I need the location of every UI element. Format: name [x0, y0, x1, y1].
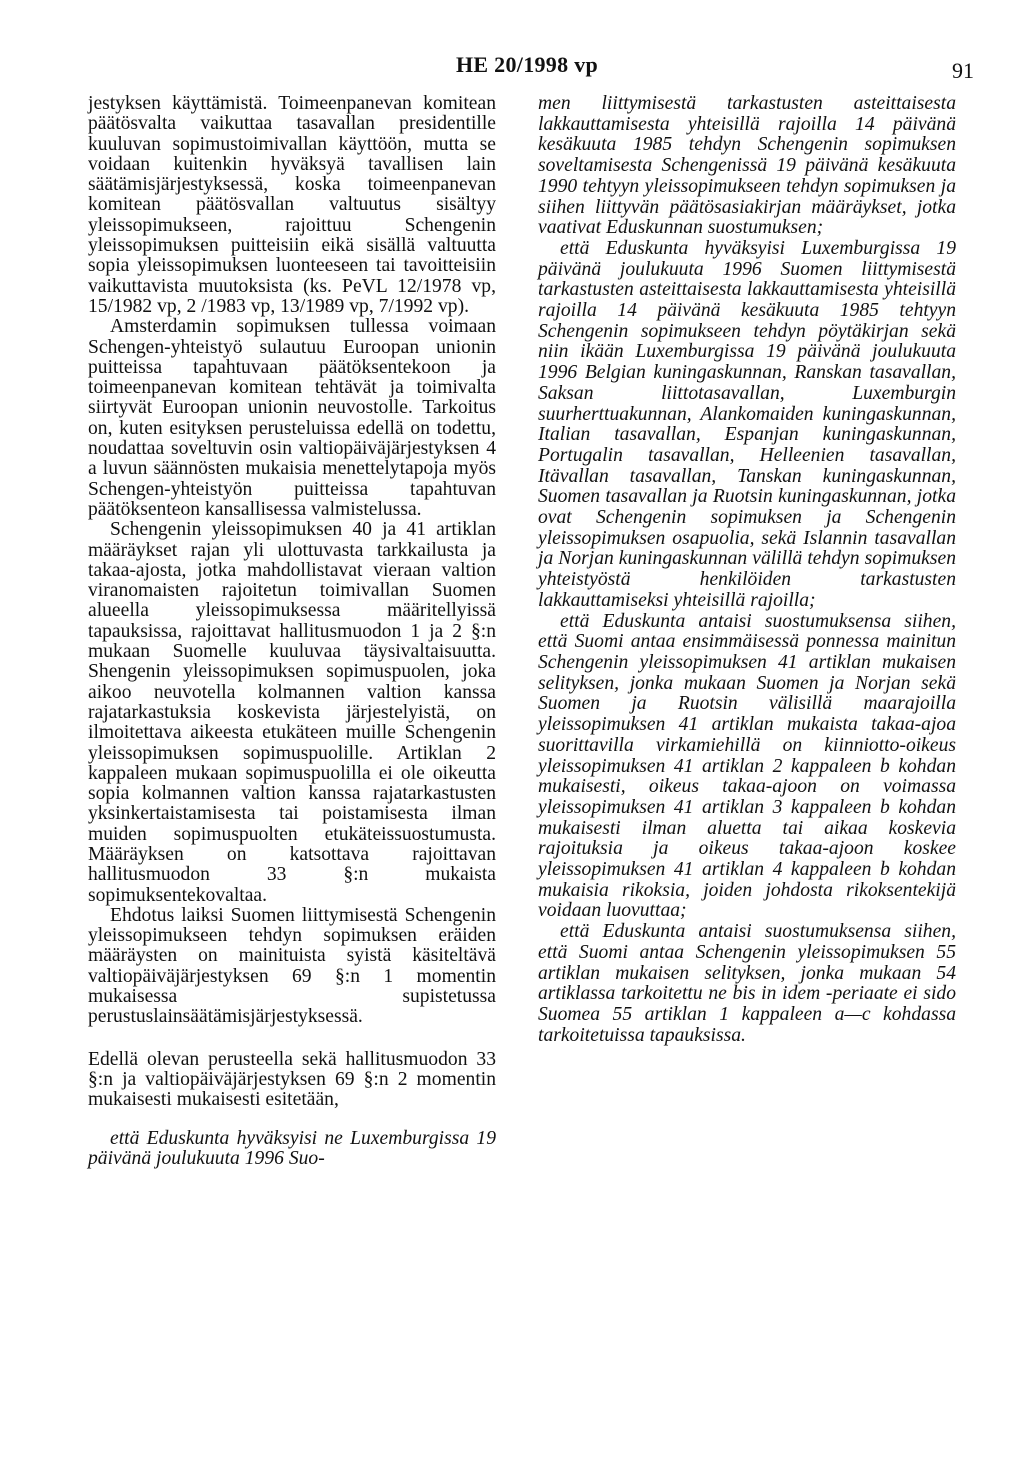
- paragraph: Schengenin yleissopimuksen 40 ja 41 artiklan määräykset rajan yli ulottuvasta tarkkailusta ja takaa-ajosta, jotka mahdollistavat vieraan valtion viranomaisten rajoitetun toimivallan Suomen alueella yleissopimuksessa määritellyissä tapauksissa, rajoittavat hallitusmuodon 1 ja 2 §:n mukaan Suomelle kuuluvaa täysivaltaisuutta. Shengenin yleissopimuksen sopimuspuolen, joka aikoo neuvotella kolmannen valtion kanssa rajatarkastuksia koskevista järjestelyistä, on ilmoitettava aikeesta etukäteen muille Schengenin yleissopimuksen sopimuspuolille. Artiklan 2 kappaleen mukaan sopimuspuolilla ei ole oikeutta sopia kolmannen valtion kanssa rajatarkastusten yksinkertaistamisesta tai poistamisesta ilman muiden sopimuspuolten etukäteissuostumusta. Määräyksen on katsottava rajoittavan hallitusmuodon 33 §:n mukaista sopimuksentekovaltaa.: [88, 519, 496, 906]
- paragraph: Amsterdamin sopimuksen tullessa voimaan Schengen-yhteistyö sulautuu Euroopan unionin puitteissa tapahtuvaan päätöksentekoon ja toimeenpanevan komitean tehtävät ja toimivalta siirtyvät Euroopan unionin neuvostolle. Tarkoitus on, kuten esityksen perusteluissa edellä on todettu, noudattaa soveltuvin osin valtiopäiväjärjestyksen 4 a luvun säännösten mukaisia menettelytapoja myös Schengen-yhteistyön puitteissa tapahtuvan päätöksenteon kansallisessa valmistelussa.: [88, 316, 496, 520]
- resolution-paragraph: että Eduskunta hyväksyisi Luxemburgissa 19 päivänä joulukuuta 1996 Suomen liittymisestä tarkastusten asteittaisesta lakkauttamisesta yhteisillä rajoilla 14 päivänä kesäkuuta 1985 tehtyyn Schengenin sopimukseen tehdyn pöytäkirjan sekä niin ikään Luxemburgissa 19 päivänä joulukuuta 1996 Belgian kuningaskunnan, Ranskan tasavallan, Saksan liittotasavallan, Luxemburgin suurherttuakunnan, Alankomaiden kuningaskunnan, Italian tasavallan, Espanjan kuningaskunnan, Portugalin tasavallan, Helleenien tasavallan, Itävallan tasavallan, Tanskan kuningaskunnan, Suomen tasavallan ja Ruotsin kuningaskunnan, jotka ovat Schengenin sopimuksen ja Schengenin yleissopimuksen osapuolia, sekä Islannin tasavallan ja Norjan kuningaskunnan välillä tehdyn sopimuksen yhteistyöstä henkilöiden tarkastusten lakkauttamiseksi yhteisillä rajoilla;: [538, 237, 956, 611]
- page-number: 91: [952, 58, 974, 83]
- right-column: [538, 94, 956, 1046]
- paragraph: Edellä olevan perusteella sekä hallitusmuodon 33 §:n ja valtiopäiväjärjestyksen 69 §:n 2 momentin mukaisesti mukaisesti esitetään,: [88, 1048, 496, 1111]
- resolution-paragraph: että Eduskunta antaisi suostumuksensa siihen, että Suomi antaa Schengenin yleissopimuksen 55 artiklan mukaisen selityksen, jonka mukaan 54 artiklassa tarkoitettu ne bis in idem -periaate ei sido Suomea 55 artiklan 1 kappaleen a—c kohdassa tarkoitetuissa tapauksissa.: [538, 921, 956, 1046]
- paragraph: jestyksen käyttämistä. Toimeenpanevan komitean päätösvalta vaikuttaa tasavallan presidentille kuuluvan sopimustoimivallan käyttöön, mutta se voidaan kuitenkin hyväksyä tavallisen lain säätämisjärjestyksessä, koska toimeenpanevan komitean päätösvallan valtuutus sisältyy yleissopimukseen, rajoittuu Schengenin yleissopimuksen puitteisiin eikä sisällä valtuutta sopia yleissopimuksen luonteeseen tai tavoitteisiin vaikuttavista muutoksista (ks. PeVL 12/1978 vp, 15/1982 vp, 2 /1983 vp, 13/1989 vp, 7/1992 vp).: [88, 93, 496, 317]
- document-id: HE 20/1998 vp: [456, 52, 599, 77]
- page-header: [0, 52, 1024, 92]
- resolution-paragraph: men liittymisestä tarkastusten asteittaisesta lakkauttamisesta yhteisillä rajoilla 14 päivänä kesäkuuta 1985 tehdyn Schengenin sopimuksen soveltamisesta Schengenissä 19 päivänä kesäkuuta 1990 tehtyyn yleissopimukseen tehdyn sopimuksen ja siihen liittyvän päätösasiakirjan määräykset, jotka vaativat Eduskunnan suostumuksen;: [538, 93, 956, 239]
- resolution-paragraph: että Eduskunta hyväksyisi ne Luxemburgissa 19 päivänä joulukuuta 1996 Suo-: [88, 1127, 496, 1169]
- paragraph: Ehdotus laiksi Suomen liittymisestä Schengenin yleissopimukseen tehdyn sopimuksen eräiden määräysten on mainituista syistä käsiteltävä valtiopäiväjärjestyksen 69 §:n 1 momentin mukaisessa supistetussa perustuslainsäätämisjärjestyksessä.: [88, 904, 496, 1028]
- left-column: [88, 94, 496, 1169]
- resolution-paragraph: että Eduskunta antaisi suostumuksensa siihen, että Suomi antaa ensimmäisessä ponnessa mainitun Schengenin yleissopimuksen 41 artiklan mukaisen selityksen, jonka mukaan Suomen ja Norjan sekä Suomen ja Ruotsin välisillä maarajoilla yleissopimuksen 41 artiklan mukaista takaa-ajoa suorittavilla virkamiehillä on kiinniotto-oikeus yleissopimuksen 41 artiklan 2 kappaleen b kohdan mukaisesti, oikeus takaa-ajoon on voimassa yleissopimuksen 41 artiklan 3 kappaleen b kohdan mukaisesti ilman aluetta tai aikaa koskevia rajoituksia ja oikeus takaa-ajoon koskee yleissopimuksen 41 artiklan 4 kappaleen b kohdan mukaisia rikoksia, joiden johdosta rikoksentekijä voidaan luovuttaa;: [538, 610, 956, 922]
